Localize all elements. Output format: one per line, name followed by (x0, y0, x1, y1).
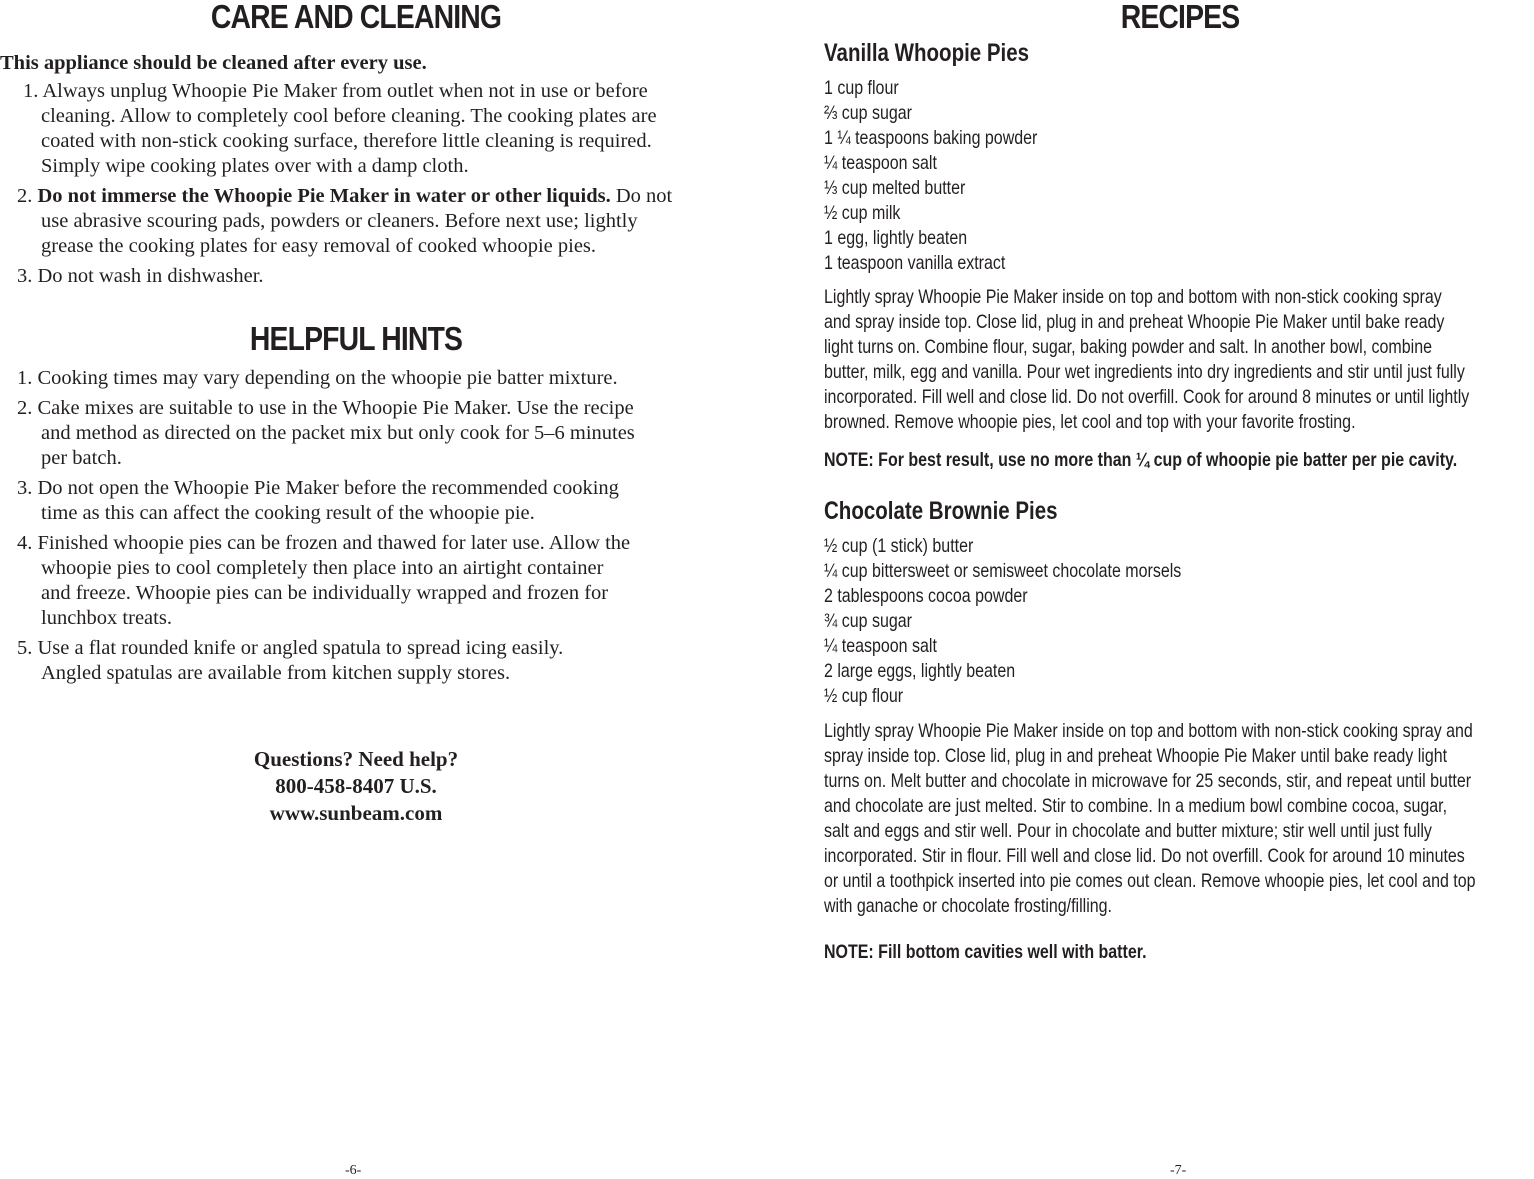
note-chocolate: NOTE: Fill bottom cavities well with batter. (824, 941, 1147, 963)
ingredient: 1 teaspoon vanilla extract (824, 252, 1006, 274)
care-item-1: 1. Always unplug Whoopie Pie Maker from outlet when not in use or before cleaning. Allow to completely cool before cleaning. The cooking plates are coated with non-stick cooking surface, therefore little cleaning is required. Simply wipe cooking plates over with a damp cloth. (23, 80, 657, 177)
helpful-hints-heading: HELPFUL HINTS (249, 320, 463, 357)
directions-chocolate: Lightly spray Whoopie Pie Maker inside on top and bottom with non-stick cooking spray and spray inside top. Close lid, plug in and preheat Whoopie Pie Maker until bake ready light turns on. Melt butter and chocolate in microwave for 25 seconds, stir, and repeat until butter and chocolate are just melted. Stir to combine. In a medium bowl combine cocoa, sugar, salt and eggs and stir well. Pour in chocolate and butter mixture; stir well until just fully incorporated. Stir in flour. Fill well and close lid. Do not overfill. Cook for around 10 minutes or until a toothpick inserted into pie comes out clean. Remove whoopie pies, let cool and top with ganache or chocolate frosting/filling. (824, 720, 1476, 917)
ingredient: 1 egg, lightly beaten (824, 227, 968, 249)
care-list (0, 79, 712, 294)
hint-item-4: 4. Finished whoopie pies can be frozen and thawed for later use. Allow the whoopie pies to cool completely then place into an airtight container and freeze. Whoopie pies can be individually wrapped and frozen for lunchbox treats. (17, 532, 631, 629)
care-cleaning-heading: CARE AND CLEANING (210, 0, 502, 35)
ingredient: ½ cup milk (824, 202, 901, 224)
help-phone[interactable]: 800-458-8407 U.S. (275, 774, 437, 798)
right-page (824, 0, 1534, 1179)
help-block (0, 746, 712, 827)
page-number-left: -6- (345, 1163, 362, 1178)
ingredient: ⅓ cup melted butter (824, 177, 966, 199)
recipe-title-vanilla: Vanilla Whoopie Pies (824, 39, 1030, 67)
help-website-link[interactable]: www.sunbeam.com (269, 801, 443, 825)
care-intro: This appliance should be cleaned after every use. (0, 52, 427, 74)
ingredient-list-vanilla (824, 76, 1037, 276)
ingredient: ¼ teaspoon salt (824, 635, 937, 657)
ingredient: 2 tablespoons cocoa powder (824, 585, 1028, 607)
ingredient: ¼ cup bittersweet or semisweet chocolate morsels (824, 560, 1182, 582)
ingredient: ⅔ cup sugar (824, 102, 913, 124)
ingredient: ½ cup (1 stick) butter (824, 535, 974, 557)
note-vanilla: NOTE: For best result, use no more than ¼ cup of whoopie pie batter per pie cavity. (824, 449, 1458, 471)
ingredient: 1 ¼ teaspoons baking powder (824, 127, 1038, 149)
recipe-title-chocolate: Chocolate Brownie Pies (824, 497, 1058, 525)
ingredient: 2 large eggs, lightly beaten (824, 660, 1016, 682)
hint-item-3: 3. Do not open the Whoopie Pie Maker before the recommended cooking time as this can affect the cooking result of the whoopie pie. (17, 477, 619, 524)
ingredient: ¼ teaspoon salt (824, 152, 937, 174)
page-number-right: -7- (1170, 1163, 1187, 1178)
ingredient-list-chocolate (824, 534, 1181, 709)
hint-item-2: 2. Cake mixes are suitable to use in the Whoopie Pie Maker. Use the recipe and method as directed on the packet mix but only cook for 5–6 minutes per batch. (17, 397, 635, 469)
help-question: Questions? Need help? (253, 747, 459, 771)
left-page (0, 0, 712, 1179)
hint-item-1: 1. Cooking times may vary depending on the whoopie pie batter mixture. (17, 367, 618, 389)
care-warning: Do not immerse the Whoopie Pie Maker in water or other liquids. (37, 185, 611, 207)
care-item-2: 2. Do not immerse the Whoopie Pie Maker in water or other liquids. Do not use abrasive scouring pads, powders or cleaners. Before next use; lightly grease the cooking plates for easy removal of cooked whoopie pies. (17, 185, 673, 257)
ingredient: ½ cup flour (824, 685, 904, 707)
recipes-heading: RECIPES (1120, 0, 1240, 35)
care-item-3: 3. Do not wash in dishwasher. (17, 265, 264, 287)
ingredient: ¾ cup sugar (824, 610, 913, 632)
hints-list (0, 366, 712, 691)
ingredient: 1 cup flour (824, 77, 899, 99)
directions-vanilla: Lightly spray Whoopie Pie Maker inside on top and bottom with non-stick cooking spray and spray inside top. Close lid, plug in and preheat Whoopie Pie Maker until bake ready light turns on. Combine flour, sugar, baking powder and salt. In another bowl, combine butter, milk, egg and vanilla. Pour wet ingredients into dry ingredients and stir until just fully incorporated. Fill well and close lid. Do not overfill. Cook for around 8 minutes or until lightly browned. Remove whoopie pies, let cool and top with your favorite frosting. (824, 286, 1470, 433)
hint-item-5: 5. Use a flat rounded knife or angled spatula to spread icing easily. Angled spatulas are available from kitchen supply stores. (17, 637, 564, 684)
